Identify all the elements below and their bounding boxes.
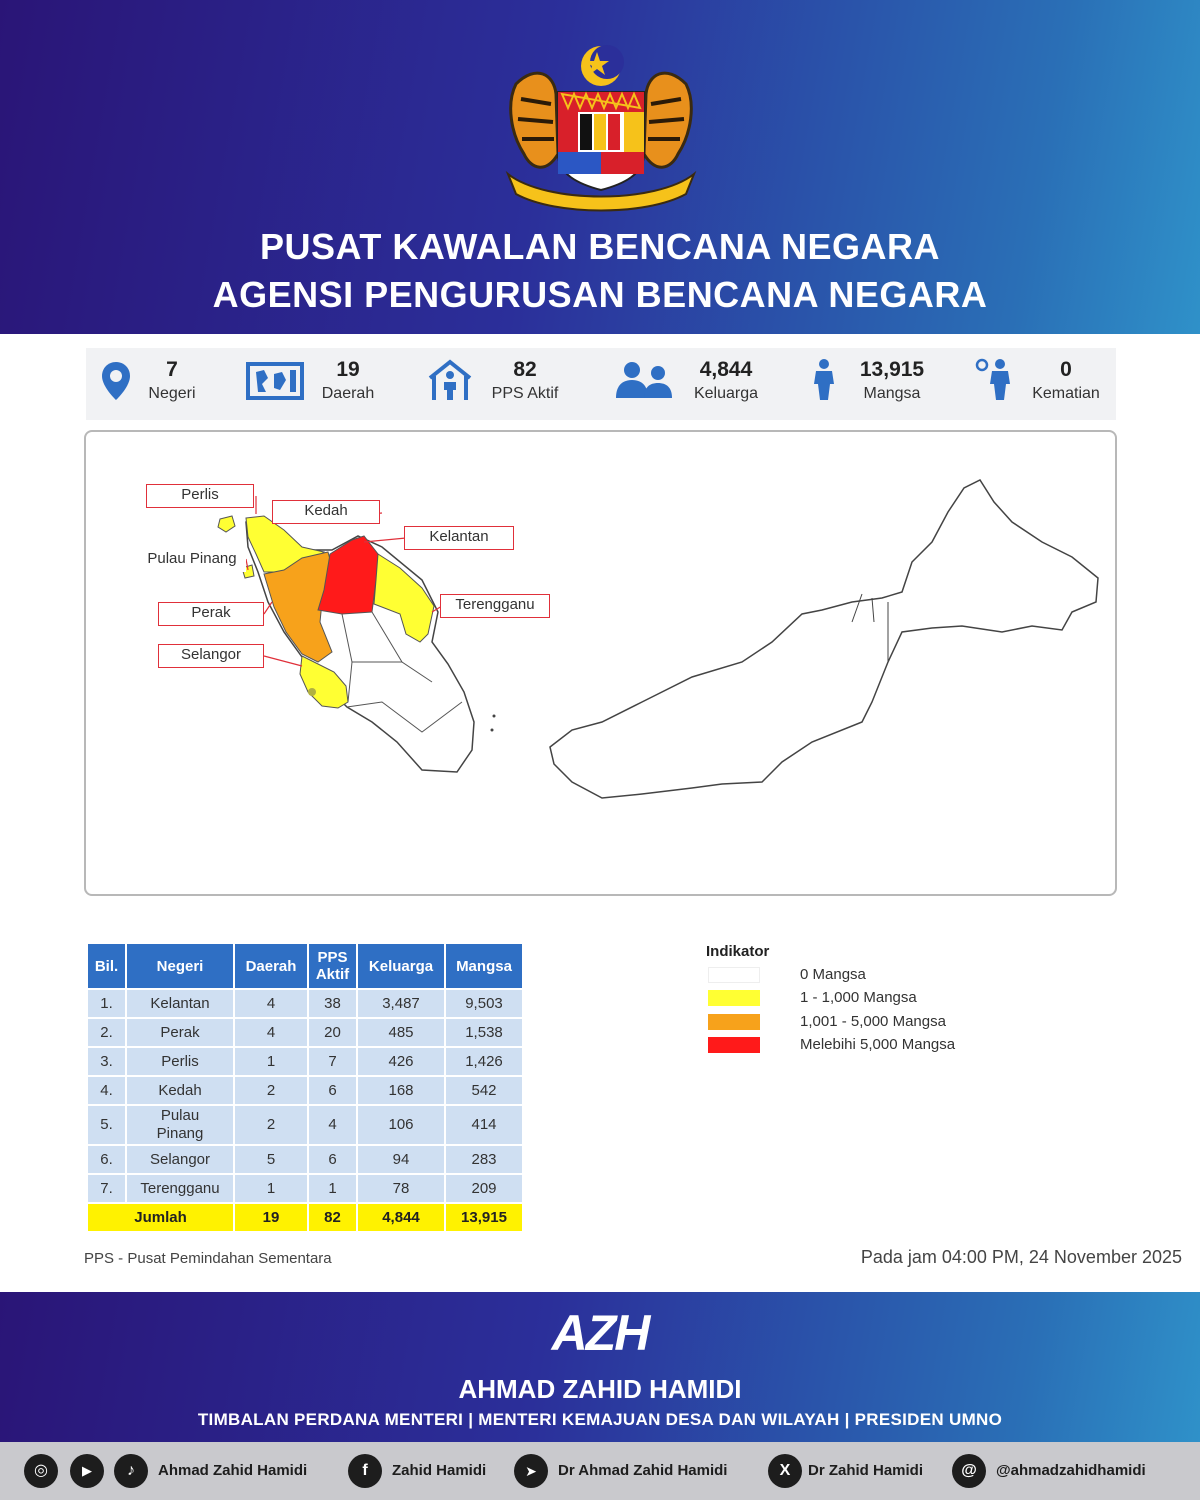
table-row: [88, 1048, 522, 1075]
header-title-line1: PUSAT KAWALAN BENCANA NEGARA: [260, 226, 940, 267]
cell-keluarga: 426: [358, 1048, 444, 1075]
stat-keluarga: [612, 348, 772, 420]
stat-negeri: [100, 348, 220, 420]
cell-negeri: [127, 1106, 233, 1144]
cell-daerah: 1: [235, 1048, 307, 1075]
map-label-terengganu: Terengganu: [440, 594, 550, 618]
footer-name: AHMAD ZAHID HAMIDI: [458, 1374, 742, 1404]
telegram-handle: Dr Ahmad Zahid Hamidi: [558, 1462, 728, 1479]
stat-mangsa: [810, 348, 960, 420]
cell-mangsa: 542: [446, 1077, 522, 1104]
cell-daerah: 2: [235, 1106, 307, 1144]
cell-daerah: 5: [235, 1146, 307, 1173]
stat-value: 82: [513, 358, 537, 381]
legend-label: 1,001 - 5,000 Mangsa: [800, 1013, 946, 1030]
map-label-selangor: Selangor: [158, 644, 264, 668]
cell-mangsa: 209: [446, 1175, 522, 1202]
map-label-kedah: Kedah: [272, 500, 380, 524]
x-icon: X: [768, 1454, 802, 1488]
state-kelantan: [318, 536, 378, 614]
cell-negeri: Terengganu: [127, 1175, 233, 1202]
col-daerah: Daerah: [235, 944, 307, 988]
stat-value: 19: [336, 358, 360, 381]
flood-map: [84, 430, 1117, 896]
deceased-icon: [974, 358, 1018, 402]
cell-bil: 4.: [88, 1077, 125, 1104]
tiktok-icon: ♪: [114, 1454, 148, 1488]
map-label-perlis: Perlis: [146, 484, 254, 508]
cell-mangsa: 1,538: [446, 1019, 522, 1046]
legend-swatch: [708, 967, 760, 983]
header-banner: [0, 0, 1200, 334]
cell-total-mangsa: 13,915: [446, 1204, 522, 1231]
cell-mangsa: 283: [446, 1146, 522, 1173]
borneo-outline: [550, 480, 1098, 798]
cell-mangsa: 9,503: [446, 990, 522, 1017]
report-timestamp: Pada jam 04:00 PM, 24 November 2025: [860, 1247, 1182, 1267]
col-keluarga: Keluarga: [358, 944, 444, 988]
cell-daerah: 2: [235, 1077, 307, 1104]
map-label-perak: Perak: [158, 602, 264, 626]
cell-negeri: Perak: [127, 1019, 233, 1046]
cell-bil: 6.: [88, 1146, 125, 1173]
table-row: [88, 1175, 522, 1202]
victims-table: [86, 942, 524, 1233]
table-total-row: [88, 1204, 522, 1231]
cell-bil: 5.: [88, 1106, 125, 1144]
legend-label: 0 Mangsa: [800, 966, 866, 983]
threads-icon: @: [952, 1454, 986, 1488]
tiktok-link[interactable]: [114, 1454, 334, 1488]
legend-label: 1 - 1,000 Mangsa: [800, 989, 917, 1006]
col-bil: Bil.: [88, 944, 125, 988]
map-label-kelantan: Kelantan: [404, 526, 514, 550]
facebook-icon: f: [348, 1454, 382, 1488]
cell-daerah: 1: [235, 1175, 307, 1202]
cell-mangsa: 414: [446, 1106, 522, 1144]
stat-daerah: [246, 348, 396, 420]
location-pin-icon: [100, 360, 132, 402]
stat-label: Keluarga: [693, 385, 759, 402]
stat-pps-aktif: [426, 348, 576, 420]
x-handle: Dr Zahid Hamidi: [808, 1462, 924, 1479]
cell-bil: 1.: [88, 990, 125, 1017]
stat-label: Daerah: [321, 385, 375, 402]
shelter-icon: [426, 358, 474, 402]
cell-pps: 7: [309, 1048, 356, 1075]
tiktok-handle: Ahmad Zahid Hamidi: [158, 1462, 308, 1479]
col-pps-aktif: [309, 944, 356, 988]
table-header-row: [88, 944, 522, 988]
cell-pps: 38: [309, 990, 356, 1017]
x-link[interactable]: [768, 1454, 946, 1488]
col-pps-line2: Aktif: [315, 966, 350, 983]
legend-label: Melebihi 5,000 Mangsa: [800, 1036, 956, 1053]
cell-pps: 4: [309, 1106, 356, 1144]
threads-link[interactable]: [952, 1454, 1182, 1488]
cell-pps: 6: [309, 1146, 356, 1173]
cell-keluarga: 3,487: [358, 990, 444, 1017]
cell-keluarga: 78: [358, 1175, 444, 1202]
legend-swatch: [708, 1014, 760, 1030]
family-icon: [612, 360, 676, 400]
cell-total-label: Jumlah: [88, 1204, 233, 1231]
cell-keluarga: 485: [358, 1019, 444, 1046]
cell-keluarga: 168: [358, 1077, 444, 1104]
youtube-icon: ▶: [70, 1454, 104, 1488]
cell-bil: 2.: [88, 1019, 125, 1046]
cell-total-daerah: 19: [235, 1204, 307, 1231]
cell-total-pps: 82: [309, 1204, 356, 1231]
person-icon: [810, 358, 838, 402]
cell-negeri-line2: Pinang: [156, 1125, 204, 1142]
cell-daerah: 4: [235, 990, 307, 1017]
cell-bil: 3.: [88, 1048, 125, 1075]
col-mangsa: Mangsa: [446, 944, 522, 988]
stat-value: 0: [1060, 358, 1072, 381]
telegram-icon: ➤: [514, 1454, 548, 1488]
cell-keluarga: 94: [358, 1146, 444, 1173]
col-negeri: Negeri: [127, 944, 233, 988]
legend-title: Indikator: [706, 943, 770, 960]
stat-value: 7: [166, 358, 178, 381]
cell-keluarga: 106: [358, 1106, 444, 1144]
map-label-pulau-pinang: Pulau Pinang: [138, 548, 246, 572]
social-bar: [0, 1442, 1200, 1500]
cell-total-keluarga: 4,844: [358, 1204, 444, 1231]
facebook-link[interactable]: [348, 1454, 508, 1488]
instagram-icon: ◎: [24, 1454, 58, 1488]
stats-strip: [86, 348, 1116, 420]
cell-daerah: 4: [235, 1019, 307, 1046]
header-title-line2: AGENSI PENGURUSAN BENCANA NEGARA: [212, 274, 988, 315]
cell-negeri: Perlis: [127, 1048, 233, 1075]
col-pps-line1: PPS: [317, 949, 348, 966]
state-perlis: [218, 516, 235, 532]
footer-subtitle: TIMBALAN PERDANA MENTERI | MENTERI KEMAJUAN DESA DAN WILAYAH | PRESIDEN UMNO: [197, 1410, 1003, 1429]
footer-banner: [0, 1292, 1200, 1442]
stat-label: PPS Aktif: [491, 385, 559, 402]
stat-label: Kematian: [1032, 385, 1100, 402]
stat-value: 4,844: [699, 358, 753, 381]
table-row: [88, 1146, 522, 1173]
cell-negeri-line1: Pulau: [160, 1107, 200, 1124]
legend-swatch: [708, 1037, 760, 1053]
facebook-handle: Zahid Hamidi: [392, 1462, 487, 1479]
table-row: [88, 1077, 522, 1104]
telegram-link[interactable]: [514, 1454, 760, 1488]
stat-label: Negeri: [148, 385, 196, 402]
azh-logo: AZH: [551, 1305, 649, 1361]
pps-footnote: PPS - Pusat Pemindahan Sementara: [84, 1250, 332, 1267]
cell-pps: 6: [309, 1077, 356, 1104]
malaysia-coat-of-arms-icon: [496, 44, 706, 214]
district-map-icon: [246, 360, 304, 402]
cell-pps: 20: [309, 1019, 356, 1046]
stat-value: 13,915: [859, 358, 925, 381]
stat-label: Mangsa: [863, 385, 921, 402]
table-row: [88, 1106, 522, 1144]
cell-negeri: Kedah: [127, 1077, 233, 1104]
cell-pps: 1: [309, 1175, 356, 1202]
legend-swatch: [708, 990, 760, 1006]
cell-mangsa: 1,426: [446, 1048, 522, 1075]
table-row: [88, 1019, 522, 1046]
threads-handle: @ahmadzahidhamidi: [996, 1462, 1146, 1479]
table-row: [88, 990, 522, 1017]
stat-kematian: [974, 348, 1114, 420]
cell-negeri: Kelantan: [127, 990, 233, 1017]
cell-bil: 7.: [88, 1175, 125, 1202]
cell-negeri: Selangor: [127, 1146, 233, 1173]
